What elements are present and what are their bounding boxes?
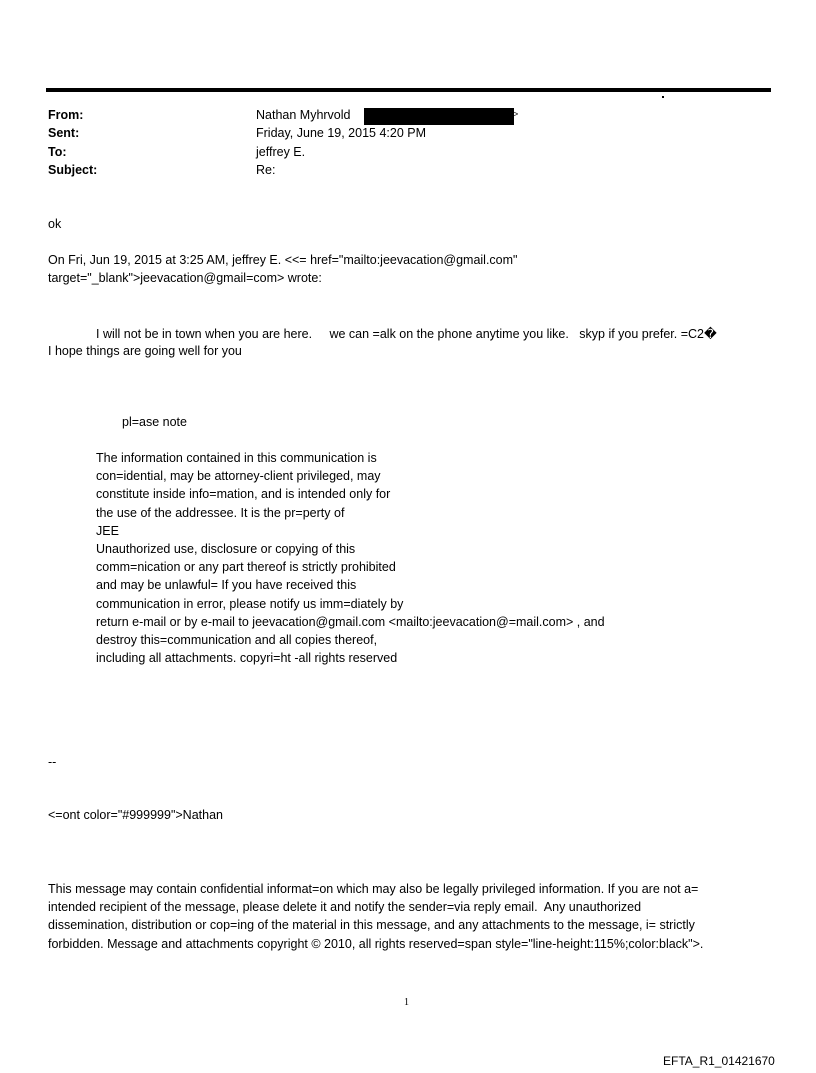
- confidential-line: forbidden. Message and attachments copyright © 2010, all rights reserved=span style="line-height:115%;color:black">.: [48, 936, 704, 951]
- page-number: 1: [404, 997, 409, 1008]
- from-label: From:: [48, 108, 84, 122]
- to-value: jeffrey E.: [256, 145, 306, 159]
- disclaimer-line: including all attachments. copyri=ht -all rights reserved: [96, 651, 398, 666]
- sent-label: Sent:: [48, 126, 80, 140]
- message-line-1: I will not be in town when you are here. we can =alk on the phone anytime you like. skyp if you prefer. =C2�: [96, 327, 717, 341]
- disclaimer-line: comm=nication or any part thereof is strictly prohibited: [96, 560, 396, 575]
- from-trail: >: [513, 109, 519, 119]
- from-value: Nathan Myhrvold: [256, 108, 351, 122]
- disclaimer-line: constitute inside info=mation, and is intended only for: [96, 487, 391, 502]
- disclaimer-line: The information contained in this communication is: [96, 451, 377, 465]
- quote-header-line-2: target="_blank">jeevacation@gmail=com> wrote:: [48, 271, 322, 285]
- confidential-line: dissemination, distribution or cop=ing of the material in this message, and any attachments to the message, i= strictly: [48, 918, 695, 933]
- disclaimer-line: and may be unlawful= If you have received this: [96, 578, 357, 593]
- subject-label: Subject:: [48, 163, 98, 177]
- disclaimer-line: the use of the addressee. It is the pr=perty of: [96, 505, 345, 520]
- signature-dashes: --: [48, 755, 57, 769]
- signature-name: <=ont color="#999999">Nathan: [48, 808, 223, 822]
- stray-dot: [662, 96, 664, 98]
- confidential-line: This message may contain confidential informat=on which may also be legally privileged information. If you are not a=: [48, 882, 699, 896]
- redaction-box: [364, 108, 514, 125]
- disclaimer-block: [96, 449, 605, 667]
- disclaimer-line: Unauthorized use, disclosure or copying of this: [96, 542, 356, 557]
- disclaimer-line: JEE: [96, 523, 119, 538]
- subject-value: Re:: [256, 163, 276, 177]
- reply-text: ok: [48, 217, 62, 231]
- bates-number: EFTA_R1_01421670: [663, 1054, 775, 1068]
- confidential-line: intended recipient of the message, please delete it and notify the sender=via reply email. Any unauthorized: [48, 900, 642, 915]
- header-rule: [46, 88, 771, 92]
- quote-header-line-1: On Fri, Jun 19, 2015 at 3:25 AM, jeffrey E. <<= href="mailto:jeevacation@gmail.com": [48, 253, 518, 267]
- please-note: pl=ase note: [122, 415, 187, 429]
- to-label: To:: [48, 145, 67, 159]
- disclaimer-line: con=idential, may be attorney-client privileged, may: [96, 469, 381, 484]
- confidential-notice: [48, 880, 703, 953]
- sent-value: Friday, June 19, 2015 4:20 PM: [256, 126, 427, 140]
- disclaimer-line: destroy this=communication and all copies thereof,: [96, 633, 378, 648]
- disclaimer-line: return e-mail or by e-mail to jeevacation@gmail.com <mailto:jeevacation@=mail.com> , and: [96, 614, 605, 629]
- message-line-2: I hope things are going well for you: [48, 344, 242, 358]
- disclaimer-line: communication in error, please notify us imm=diately by: [96, 596, 404, 611]
